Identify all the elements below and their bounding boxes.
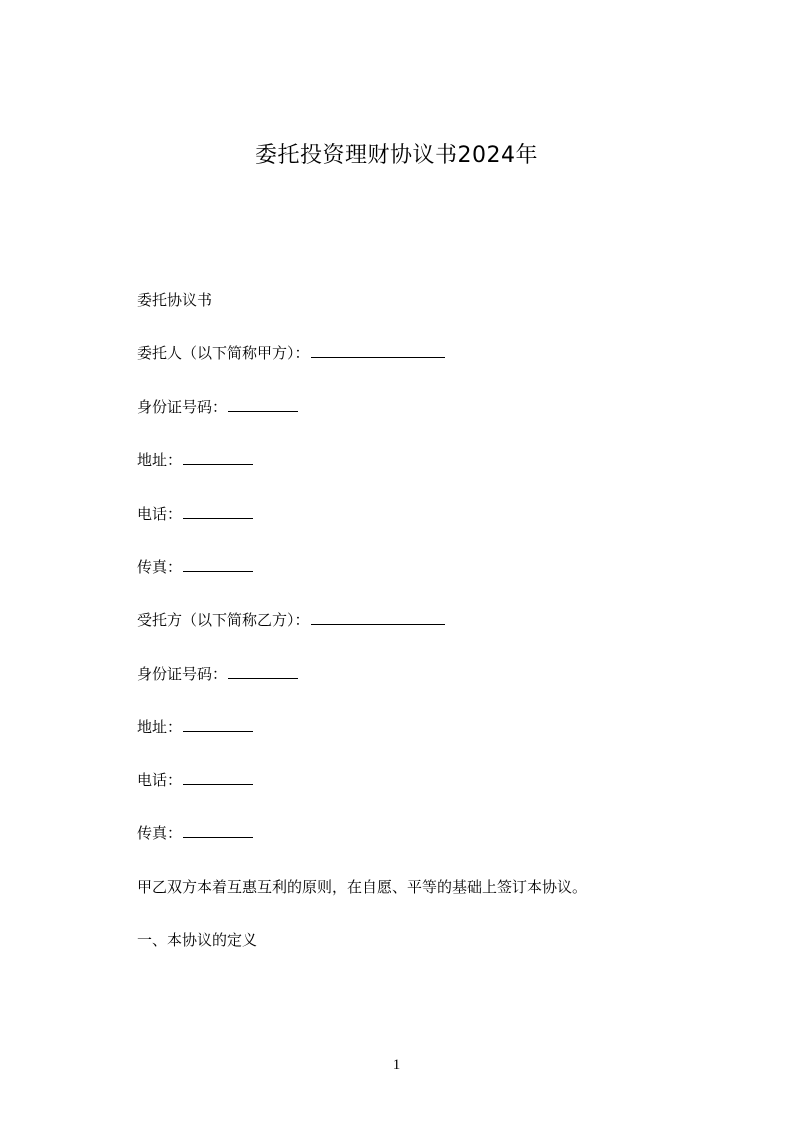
section-heading: 一、本协议的定义 [137,931,258,949]
party-b-address-label: 地址： [137,718,183,736]
party-b-name-line [137,609,445,631]
party-b-id-line [137,663,298,685]
party-b-fax-label: 传真： [137,824,183,842]
page-number: 1 [392,1057,401,1073]
party-a-id-line [137,396,298,418]
party-b-phone-label: 电话： [137,771,183,789]
party-a-name-blank [311,343,445,358]
party-b-name-label: 受托方（以下简称乙方）： [137,611,310,629]
party-a-address-blank [183,450,253,465]
party-b-id-label: 身份证号码： [137,665,228,683]
party-b-name-blank [311,610,445,625]
party-b-fax-blank [183,823,253,838]
party-b-fax-line [137,822,253,844]
party-a-address-label: 地址： [137,451,183,469]
preamble-paragraph: 甲乙双方本着互惠互利的原则，在自愿、平等的基础上签订本协议。 [137,878,588,896]
party-a-fax-label: 传真： [137,558,183,576]
party-a-id-label: 身份证号码： [137,398,228,416]
party-a-phone-blank [183,504,253,519]
party-a-phone-label: 电话： [137,505,183,523]
party-a-fax-line [137,556,253,578]
party-a-phone-line [137,503,253,525]
party-a-address-line [137,449,253,471]
document-title: 委托投资理财协议书2024年 [255,143,538,168]
party-b-id-blank [228,664,298,679]
party-b-phone-line [137,769,253,791]
party-b-address-line [137,716,253,738]
party-b-phone-blank [183,770,253,785]
subtitle: 委托协议书 [137,291,213,309]
party-a-name-label: 委托人（以下简称甲方）： [137,344,310,362]
party-a-id-blank [228,397,298,412]
party-b-address-blank [183,717,253,732]
party-a-fax-blank [183,557,253,572]
party-a-name-line [137,342,445,364]
